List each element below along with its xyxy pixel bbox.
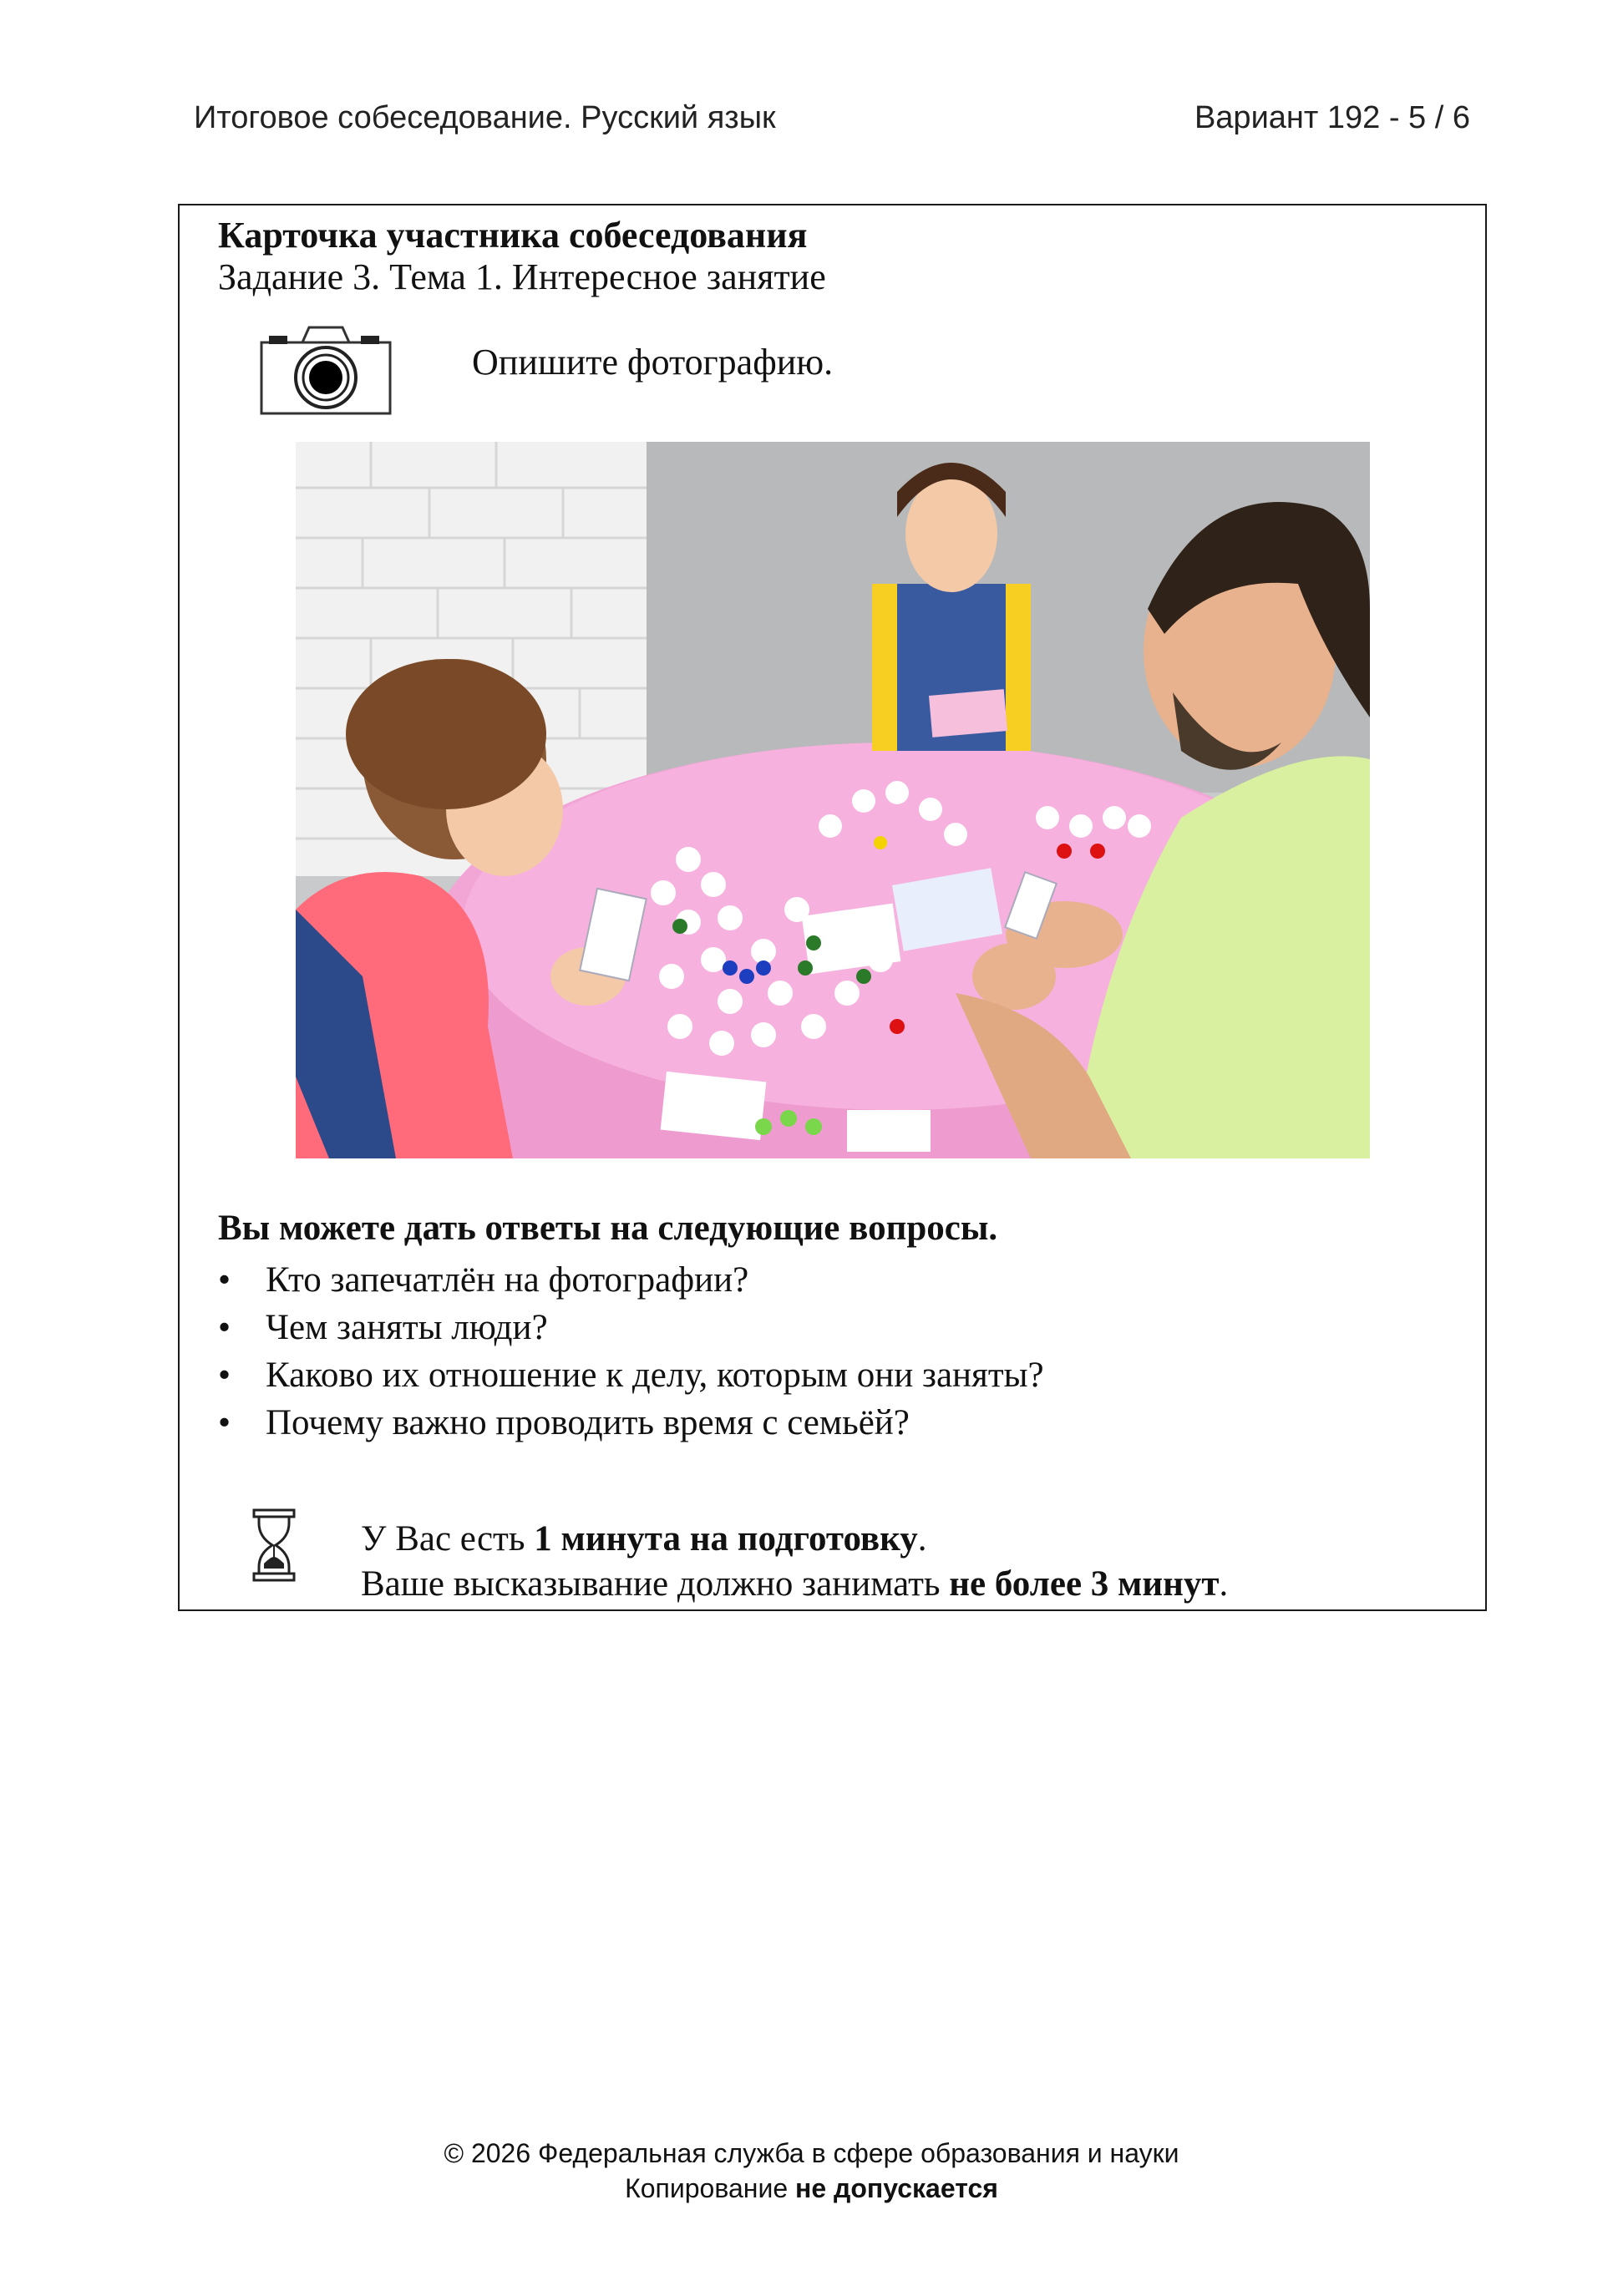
prep-line-2: Ваше высказывание должно занимать не более 3 минут.	[361, 1564, 1229, 1604]
camera-icon	[259, 324, 393, 416]
hourglass-icon	[252, 1508, 296, 1582]
list-item: • Чем заняты люди?	[218, 1308, 548, 1347]
question-text: Почему важно проводить время с семьёй?	[266, 1403, 910, 1442]
questions-title: Вы можете дать ответы на следующие вопросы.	[218, 1209, 998, 1248]
header-title: Итоговое собеседование. Русский язык	[194, 100, 776, 135]
prep-time: 1 минута на подготовку	[534, 1519, 918, 1559]
footer-copy-notice: Копирование не допускается	[625, 2173, 998, 2203]
question-text: Кто запечатлён на фотографии?	[266, 1260, 749, 1300]
instruction-text: Опишите фотографию.	[472, 342, 834, 383]
question-text: Каково их отношение к делу, которым они заняты?	[266, 1356, 1044, 1395]
header-variant: Вариант 192 - 5 / 6	[1194, 100, 1470, 135]
card-title: Карточка участника собеседования	[218, 215, 808, 256]
question-text: Чем заняты люди?	[266, 1308, 548, 1347]
questions-list	[218, 1256, 1044, 1447]
family-board-game-photo	[296, 442, 1370, 1158]
prep-line-1: У Вас есть 1 минута на подготовку.	[361, 1519, 927, 1559]
answer-time: не более 3 минут	[949, 1564, 1220, 1604]
participant-card	[178, 204, 1487, 1611]
card-subtitle: Задание 3. Тема 1. Интересное занятие	[218, 256, 826, 297]
list-item: • Кто запечатлён на фотографии?	[218, 1260, 749, 1300]
list-item: • Каково их отношение к делу, которым они заняты?	[218, 1356, 1044, 1395]
footer-copyright: © 2026 Федеральная служба в сфере образования и науки	[444, 2138, 1179, 2168]
list-item: • Почему важно проводить время с семьёй?	[218, 1403, 910, 1442]
preparation-info	[361, 1517, 1228, 1607]
